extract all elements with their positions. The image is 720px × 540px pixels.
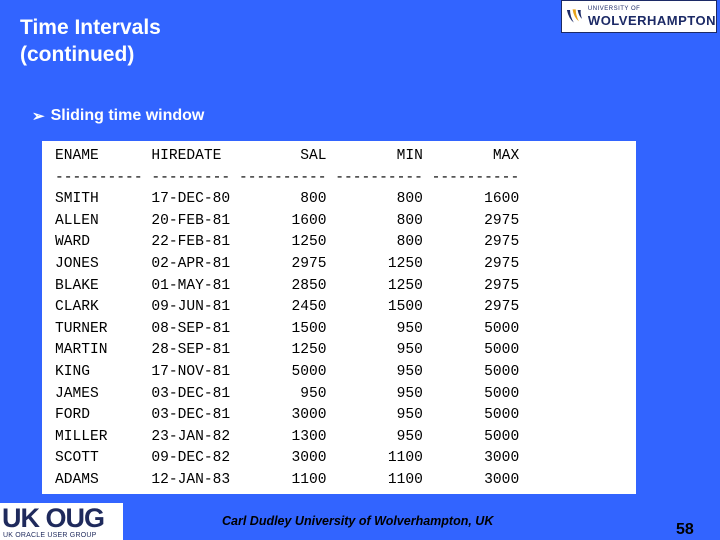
table-cell: 28-SEP-81 [151, 342, 231, 359]
table-row [55, 191, 519, 207]
slide-title-line-1: Time Intervals [20, 16, 161, 39]
table-cell: SAL [238, 148, 327, 164]
table-cell: 2975 [431, 255, 520, 272]
slide-title [20, 14, 161, 68]
table-cell: ADAMS [55, 471, 143, 488]
slide-title-line-2: (continued) [20, 43, 135, 66]
table-cell: ALLEN [55, 212, 143, 229]
table-cell: 1100 [335, 471, 423, 488]
table-cell: 03-DEC-81 [151, 385, 231, 402]
table-cell: 2450 [238, 299, 327, 316]
bullet-text: Sliding time window [50, 107, 205, 124]
table-cell: ---------- [335, 169, 423, 186]
table-cell: 950 [238, 385, 327, 402]
table-cell: ENAME [55, 148, 143, 164]
table-cell: 2850 [238, 277, 327, 294]
table-cell: 5000 [431, 428, 520, 445]
logo-name: WOLVERHAMPTON [587, 12, 716, 28]
table-cell: 01-MAY-81 [151, 277, 231, 294]
table-row [55, 321, 519, 337]
table-cell: FORD [55, 407, 143, 424]
table-cell: TURNER [55, 320, 143, 337]
table-cell: 3000 [238, 407, 327, 424]
table-cell: 1100 [335, 450, 423, 467]
ukoug-logo [0, 503, 123, 540]
table-row [55, 213, 519, 229]
bullet-point [32, 107, 204, 125]
table-cell: 2975 [431, 277, 520, 294]
arrow-bullet-icon: ➢ [32, 108, 45, 125]
table-cell: MARTIN [55, 342, 143, 359]
ukoug-logo-name: UK OUG [2, 503, 104, 533]
table-cell: 2975 [431, 234, 520, 251]
table-cell: 2975 [431, 212, 520, 229]
table-cell: WARD [55, 234, 143, 251]
table-cell: HIREDATE [151, 148, 231, 164]
table-cell: 5000 [431, 363, 520, 380]
table-row [55, 386, 519, 402]
table-cell: 1600 [431, 191, 520, 208]
table-cell: 950 [335, 385, 423, 402]
table-row [55, 342, 519, 358]
table-row [55, 364, 519, 380]
table-cell: 2975 [238, 255, 327, 272]
table-cell: 2975 [431, 299, 520, 316]
table-cell: 5000 [431, 342, 520, 359]
table-cell: 5000 [431, 385, 520, 402]
table-cell: 1250 [238, 234, 327, 251]
table-cell: 1500 [238, 320, 327, 337]
table-cell: KING [55, 363, 143, 380]
table-cell: 1100 [238, 471, 327, 488]
table-row [55, 407, 519, 423]
table-row [55, 256, 519, 272]
table-cell: ---------- [55, 169, 143, 186]
table-cell: 22-FEB-81 [151, 234, 231, 251]
query-result-table [55, 146, 519, 492]
page-number: 58 [676, 521, 694, 538]
table-cell: 20-FEB-81 [151, 212, 231, 229]
table-cell: 1250 [335, 255, 423, 272]
table-cell: 09-DEC-82 [151, 450, 231, 467]
table-cell: 3000 [431, 450, 520, 467]
table-cell: 17-NOV-81 [151, 363, 231, 380]
table-cell: 950 [335, 342, 423, 359]
table-cell: 23-JAN-82 [151, 428, 231, 445]
table-cell: 1600 [238, 212, 327, 229]
table-cell: 03-DEC-81 [151, 407, 231, 424]
table-cell: BLAKE [55, 277, 143, 294]
table-cell: 800 [335, 191, 423, 208]
table-cell: 1250 [238, 342, 327, 359]
table-row [55, 472, 519, 488]
university-crest-icon [565, 2, 584, 32]
table-cell: ---------- [431, 169, 520, 186]
table-cell: 09-JUN-81 [151, 299, 231, 316]
table-cell: ---------- [238, 169, 327, 186]
table-cell: 800 [335, 234, 423, 251]
table-cell: MIN [335, 148, 423, 164]
table-cell: 3000 [431, 471, 520, 488]
table-cell: 800 [335, 212, 423, 229]
table-cell: SMITH [55, 191, 143, 208]
table-cell: 12-JAN-83 [151, 471, 231, 488]
university-logo [561, 0, 717, 33]
table-header-row [55, 148, 519, 164]
table-cell: 3000 [238, 450, 327, 467]
table-cell: 950 [335, 363, 423, 380]
table-row [55, 450, 519, 466]
table-cell: 5000 [238, 363, 327, 380]
table-cell: 800 [238, 191, 327, 208]
logo-small-text: UNIVERSITY OF [587, 5, 641, 12]
footer-credit: Carl Dudley University of Wolverhampton, UK [222, 514, 494, 528]
table-cell: 02-APR-81 [151, 255, 231, 272]
table-row [55, 429, 519, 445]
table-cell: MILLER [55, 428, 143, 445]
table-cell: MAX [431, 148, 520, 164]
table-cell: SCOTT [55, 450, 143, 467]
table-cell: JAMES [55, 385, 143, 402]
table-cell: 5000 [431, 407, 520, 424]
table-cell: 08-SEP-81 [151, 320, 231, 337]
table-row [55, 278, 519, 294]
table-cell: 1250 [335, 277, 423, 294]
query-output-box [42, 141, 636, 494]
table-cell: JONES [55, 255, 143, 272]
table-cell: --------- [151, 169, 231, 186]
table-row [55, 299, 519, 315]
table-separator-row [55, 170, 519, 186]
table-cell: 1300 [238, 428, 327, 445]
table-cell: 950 [335, 428, 423, 445]
table-cell: 5000 [431, 320, 520, 337]
table-row [55, 234, 519, 250]
ukoug-logo-subtitle: UK ORACLE USER GROUP [3, 532, 97, 539]
table-cell: 950 [335, 320, 423, 337]
table-cell: 1500 [335, 299, 423, 316]
table-cell: 950 [335, 407, 423, 424]
table-cell: 17-DEC-80 [151, 191, 231, 208]
table-cell: CLARK [55, 299, 143, 316]
